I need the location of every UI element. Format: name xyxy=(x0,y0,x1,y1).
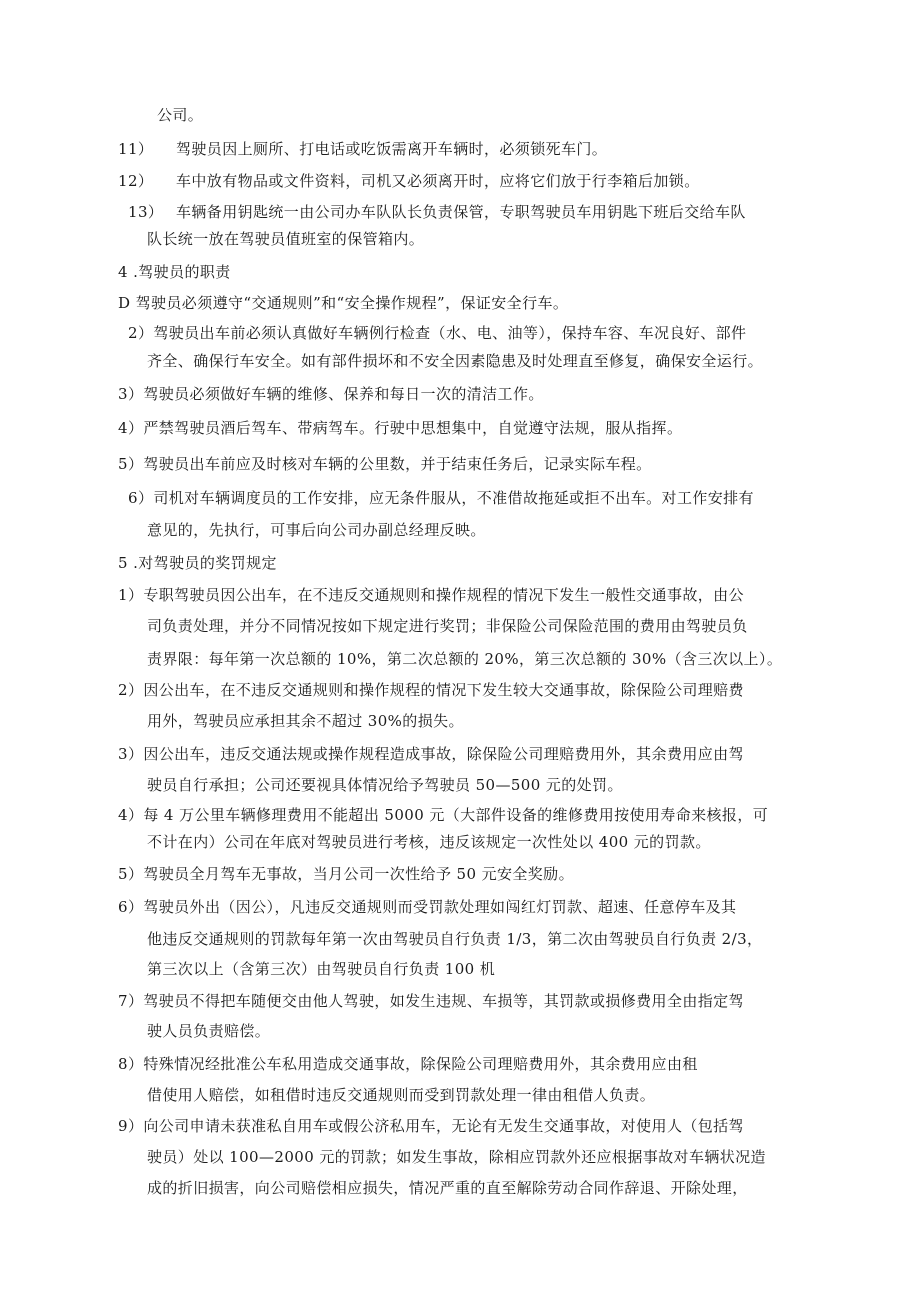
list-item-12 xyxy=(118,171,700,191)
text-line: 2）驾驶员出车前必须认真做好车辆例行检查（水、电、油等），保持车容、车况良好、部件 xyxy=(128,324,747,342)
text-line: 成的折旧损害，向公司赔偿相应损失，情况严重的直至解除劳动合同作辞退、开除处理， xyxy=(147,1179,748,1197)
text-line: 6）司机对车辆调度员的工作安排，应无条件服从，不准借故拖延或拒不出车。对工作安排有 xyxy=(128,489,754,507)
text-line: 3）驾驶员必须做好车辆的维修、保养和每日一次的清洁工作。 xyxy=(118,385,544,403)
list-item-13 xyxy=(128,202,746,222)
text-line: 驶人员负责赔偿。 xyxy=(147,1022,271,1040)
text-line: 4）每 4 万公里车辆修理费用不能超出 5000 元（大部件设备的维修费用按使用寿命来核报，可 xyxy=(118,806,769,824)
list-text: 车辆备用钥匙统一由公司办车队队长负责保管，专职驾驶员车用钥匙下班后交给车队 xyxy=(176,203,746,221)
text-line: 6）驾驶员外出（因公），凡违反交通规则而受罚款处理如闯红灯罚款、超速、任意停车及其 xyxy=(118,898,737,916)
text-line: 2）因公出车，在不违反交通规则和操作规程的情况下发生较大交通事故，除保险公司理赔费 xyxy=(118,681,744,699)
text-line: 不计在内）公司在年底对驾驶员进行考核，违反该规定一次性处以 400 元的罚款。 xyxy=(147,833,711,851)
list-number: 11） xyxy=(118,140,154,158)
text-line: 9）向公司申请未获准私自用车或假公济私用车，无论有无发生交通事故，对使用人（包括驾 xyxy=(118,1117,744,1135)
text-line: 借使用人赔偿，如租借时违反交通规则而受到罚款处理一律由租借人负责。 xyxy=(147,1086,656,1104)
text-line: 公司。 xyxy=(157,106,204,124)
text-line: 4）严禁驾驶员酒后驾车、带病驾车。行驶中思想集中，自觉遵守法规，服从指挥。 xyxy=(118,419,683,437)
text-line: 驶员自行承担；公司还要视具体情况给予驾驶员 50—500 元的处罚。 xyxy=(147,776,623,794)
list-text: 驾驶员因上厕所、打电话或吃饭需离开车辆时，必须锁死车门。 xyxy=(176,140,608,158)
text-line: 责界限：每年第一次总额的 10%，第二次总额的 20%，第三次总额的 30%（含三次以上）。 xyxy=(147,650,783,668)
section-heading: 5 .对驾驶员的奖罚规定 xyxy=(118,554,277,572)
text-line: 驶员）处以 100—2000 元的罚款；如发生事故，除相应罚款外还应根据事故对车辆状况造 xyxy=(147,1148,766,1166)
text-line: 1）专职驾驶员因公出车，在不违反交通规则和操作规程的情况下发生一般性交通事故，由公 xyxy=(118,586,744,604)
text-line: 7）驾驶员不得把车随便交由他人驾驶，如发生违规、车损等，其罚款或损修费用全由指定驾 xyxy=(118,992,744,1010)
text-line: 队长统一放在驾驶员值班室的保管箱内。 xyxy=(147,230,425,248)
list-number: 13） xyxy=(128,203,164,221)
list-item-11 xyxy=(118,139,607,159)
section-heading: 4 .驾驶员的职责 xyxy=(118,263,231,281)
text-line: 用外，驾驶员应承担其余不超过 30%的损失。 xyxy=(147,712,464,730)
text-line: 3）因公出车，违反交通法规或操作规程造成事故，除保险公司理赔费用外，其余费用应由驾 xyxy=(118,745,744,763)
text-line: 5）驾驶员全月驾车无事故，当月公司一次性给予 50 元安全奖励。 xyxy=(118,865,574,883)
text-line: 5）驾驶员出车前应及时核对车辆的公里数，并于结束任务后，记录实际车程。 xyxy=(118,455,652,473)
list-number: 12） xyxy=(118,172,154,190)
text-line: D 驾驶员必须遵守“交通规则”和“安全操作规程”，保证安全行车。 xyxy=(118,294,569,312)
text-line: 第三次以上（含第三次）由驾驶员自行负责 100 机 xyxy=(147,960,496,978)
text-line: 齐全、确保行车安全。如有部件损坏和不安全因素隐患及时处理直至修复，确保安全运行。 xyxy=(147,352,764,370)
text-line: 8）特殊情况经批准公车私用造成交通事故，除保险公司理赔费用外，其余费用应由租 xyxy=(118,1055,698,1073)
text-line: 意见的，先执行，可事后向公司办副总经理反映。 xyxy=(147,521,486,539)
text-line: 他违反交通规则的罚款每年第一次由驾驶员自行负责 1/3，第二次由驾驶员自行负责 2/3， xyxy=(147,930,763,948)
list-text: 车中放有物品或文件资料，司机又必须离开时，应将它们放于行李箱后加锁。 xyxy=(176,172,700,190)
text-line: 司负责处理，并分不同情况按如下规定进行奖罚；非保险公司保险范围的费用由驾驶员负 xyxy=(147,617,748,635)
